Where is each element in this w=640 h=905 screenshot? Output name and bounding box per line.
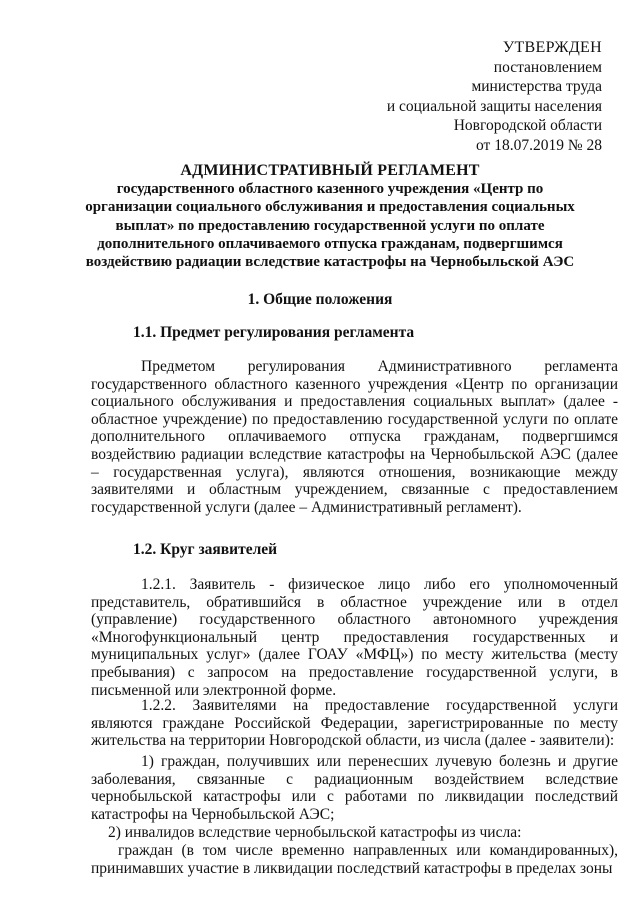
title-main: АДМИНИСТРАТИВНЫЙ РЕГЛАМЕНТ: [180, 162, 480, 179]
section-heading-general: 1. Общие положения: [247, 291, 393, 308]
approval-line: Новгородской области: [453, 117, 602, 134]
list-item-1: 1) граждан, получивших или перенесших лучевую болезнь и другие заболевания, связанные с радиационным воздействием вследствие чернобыльской катастрофы или с работами по ликвидации последствий катастрофы на Чернобыльской АЭС;: [91, 753, 618, 823]
title-subtitle: государственного областного казенного учреждения «Центр по организации социального обслуживания и предоставления социальных выплат» по предоставлению государственной услуги по оплате дополнительного оплачиваемого отпуска гражданам, подвергшимся воздействию радиации вследствие катастрофы на Чернобыльской АЭС: [85, 181, 575, 271]
approval-heading: УТВЕРЖДЕН: [502, 39, 602, 56]
paragraph-applicants-list-intro: 1.2.2. Заявителями на предоставление государственной услуги являются граждане Российской Федерации, зарегистрированные по месту жительства на территории Новгородской области, из числа (далее - заявители):: [91, 697, 618, 750]
paragraph-subject: Предметом регулирования Административного регламента государственного областного казенного учреждения «Центр по организации социального обслуживания и предоставления социальных выплат» (далее - областное учреждение) по предоставлению государственной услуги по оплате дополнительного оплачиваемого отпуска гражданам, подвергшимся воздействию радиации вследствие катастрофы на Чернобыльской АЭС (далее – государственная услуга), являются отношения, возникающие между заявителями и областным учреждением, связанные с предоставлением государственной услуги (далее – Административный регламент).: [91, 358, 618, 516]
approval-date: от 18.07.2019 № 28: [476, 136, 602, 154]
approval-stamp: [387, 38, 602, 155]
subsection-heading-subject: 1.1. Предмет регулирования регламента: [133, 324, 415, 341]
document-title: [80, 162, 580, 271]
list-item-2: 2) инвалидов вследствие чернобыльской катастрофы из числа:: [108, 824, 522, 841]
approval-line: и социальной защиты населения: [386, 97, 602, 115]
paragraph-citizens: граждан (в том числе временно направленных или командированных), принимавших участие в ликвидации последствий катастрофы в пределах зоны: [91, 842, 618, 877]
subsection-heading-applicants: 1.2. Круг заявителей: [133, 541, 278, 558]
approval-line: министерства труда: [471, 78, 602, 95]
approval-line: постановлением: [493, 58, 602, 76]
paragraph-applicant-definition: 1.2.1. Заявитель - физическое лицо либо его уполномоченный представитель, обратившийся в областное учреждение или в отдел (управление) государственного областного автономного учреждения «Многофункциональный центр предоставления государственных и муниципальных услуг» (далее ГОАУ «МФЦ») по месту жительства (месту пребывания) с запросом на предоставление государственной услуги, в письменной или электронной форме.: [91, 576, 618, 699]
